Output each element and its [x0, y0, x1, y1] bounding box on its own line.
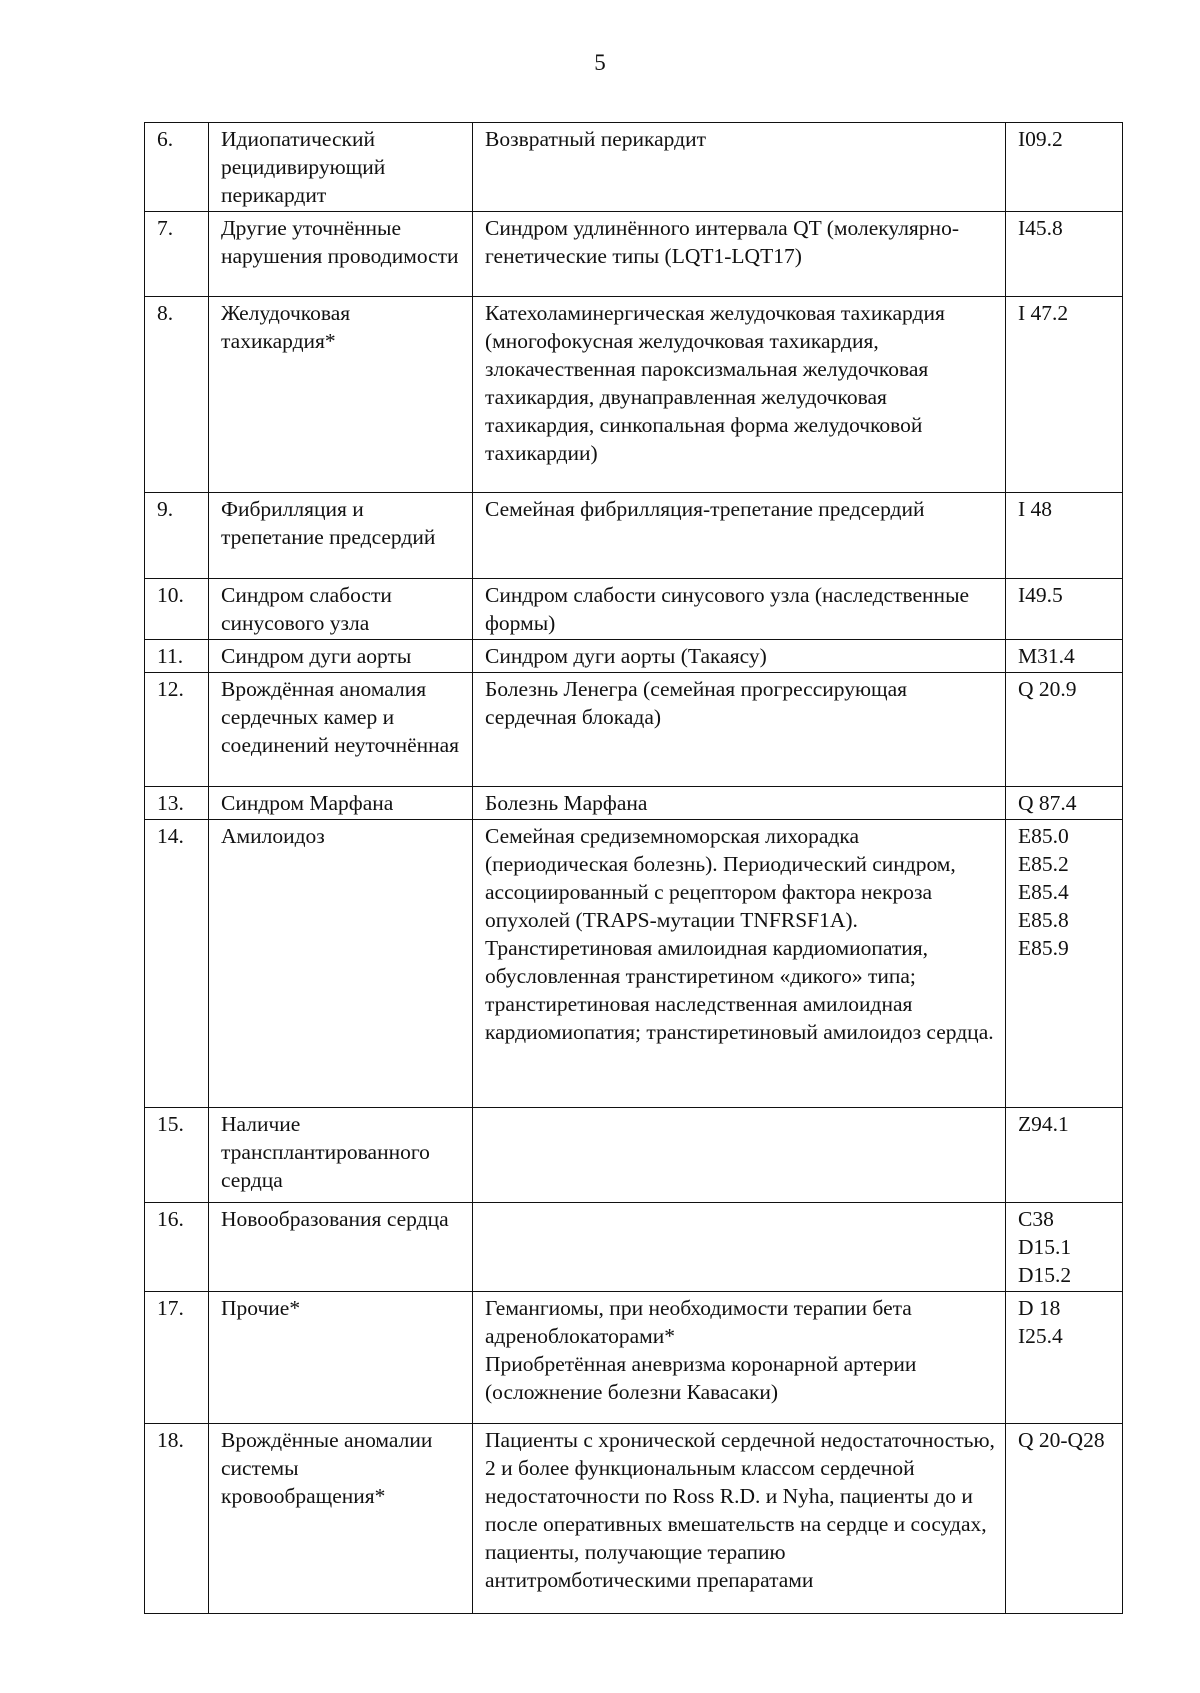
table-row [145, 579, 1123, 640]
disease-description: Семейная фибрилляция-трепетание предсердий [473, 493, 1006, 579]
disease-description: Синдром дуги аорты (Такаясу) [473, 640, 1006, 673]
row-number: 13. [145, 787, 209, 820]
table-row [145, 787, 1123, 820]
row-number: 18. [145, 1424, 209, 1614]
disease-description: Гемангиомы, при необходимости терапии бета адреноблокаторами* Приобретённая аневризма коронарной артерии (осложнение болезни Кавасаки) [473, 1292, 1006, 1424]
row-number: 15. [145, 1108, 209, 1203]
table-row [145, 123, 1123, 212]
icd-code: I 47.2 [1006, 297, 1123, 493]
row-number: 16. [145, 1203, 209, 1292]
icd-code: C38 D15.1 D15.2 [1006, 1203, 1123, 1292]
disease-description: Синдром слабости синусового узла (наследственные формы) [473, 579, 1006, 640]
table-row [145, 1424, 1123, 1614]
table-row [145, 673, 1123, 787]
disease-group: Синдром Марфана [209, 787, 473, 820]
disease-group: Врождённая аномалия сердечных камер и соединений неуточнённая [209, 673, 473, 787]
table-row [145, 1108, 1123, 1203]
disease-description: Болезнь Марфана [473, 787, 1006, 820]
table-row [145, 493, 1123, 579]
icd-code: Z94.1 [1006, 1108, 1123, 1203]
row-number: 10. [145, 579, 209, 640]
icd-code: I 48 [1006, 493, 1123, 579]
row-number: 14. [145, 820, 209, 1108]
icd-code: D 18 I25.4 [1006, 1292, 1123, 1424]
disease-group: Врождённые аномалии системы кровообращения* [209, 1424, 473, 1614]
disease-group: Желудочковая тахикардия* [209, 297, 473, 493]
disease-group: Наличие трансплантированного сердца [209, 1108, 473, 1203]
disease-group: Синдром слабости синусового узла [209, 579, 473, 640]
table-row [145, 640, 1123, 673]
icd-code: I49.5 [1006, 579, 1123, 640]
disease-description [473, 1203, 1006, 1292]
table-row [145, 820, 1123, 1108]
icd-code: I09.2 [1006, 123, 1123, 212]
row-number: 12. [145, 673, 209, 787]
table-row [145, 1203, 1123, 1292]
disease-group: Прочие* [209, 1292, 473, 1424]
row-number: 8. [145, 297, 209, 493]
table-row [145, 212, 1123, 297]
row-number: 17. [145, 1292, 209, 1424]
disease-group: Синдром дуги аорты [209, 640, 473, 673]
icd-code: Q 20.9 [1006, 673, 1123, 787]
row-number: 11. [145, 640, 209, 673]
disease-description: Возвратный перикардит [473, 123, 1006, 212]
disease-group: Другие уточнённые нарушения проводимости [209, 212, 473, 297]
table-row [145, 297, 1123, 493]
icd-code: Q 20-Q28 [1006, 1424, 1123, 1614]
icd-code: Q 87.4 [1006, 787, 1123, 820]
disease-group: Фибрилляция и трепетание предсердий [209, 493, 473, 579]
page-number: 5 [594, 50, 606, 75]
row-number: 9. [145, 493, 209, 579]
icd-code: E85.0 E85.2 E85.4 E85.8 E85.9 [1006, 820, 1123, 1108]
row-number: 6. [145, 123, 209, 212]
row-number: 7. [145, 212, 209, 297]
disease-group: Идиопатический рецидивирующий перикардит [209, 123, 473, 212]
disease-description: Семейная средиземноморская лихорадка (периодическая болезнь). Периодический синдром, ассоциированный с рецептором фактора некроза опухолей (TRAPS-мутации TNFRSF1A). Транстиретиновая амилоидная кардиомиопатия, обусловленная транстиретином «дикого» типа; транстиретиновая наследственная амилоидная кардиомиопатия; транстиретиновый амилоидоз сердца. [473, 820, 1006, 1108]
icd-code: M31.4 [1006, 640, 1123, 673]
disease-description: Пациенты с хронической сердечной недостаточностью, 2 и более функциональным классом сердечной недостаточности по Ross R.D. и Nyha, пациенты до и после оперативных вмешательств на сердце и сосудах, пациенты, получающие терапию антитромботическими препаратами [473, 1424, 1006, 1614]
disease-description: Болезнь Ленегра (семейная прогрессирующая сердечная блокада) [473, 673, 1006, 787]
disease-group: Амилоидоз [209, 820, 473, 1108]
disease-description [473, 1108, 1006, 1203]
diagnosis-table [144, 122, 1123, 1614]
disease-description: Катехоламинергическая желудочковая тахикардия (многофокусная желудочковая тахикардия, злокачественная пароксизмальная желудочковая тахикардия, двунаправленная желудочковая тахикардия, синкопальная форма желудочковой тахикардии) [473, 297, 1006, 493]
table-row [145, 1292, 1123, 1424]
icd-code: I45.8 [1006, 212, 1123, 297]
disease-group: Новообразования сердца [209, 1203, 473, 1292]
disease-description: Синдром удлинённого интервала QT (молекулярно-генетические типы (LQT1-LQT17) [473, 212, 1006, 297]
